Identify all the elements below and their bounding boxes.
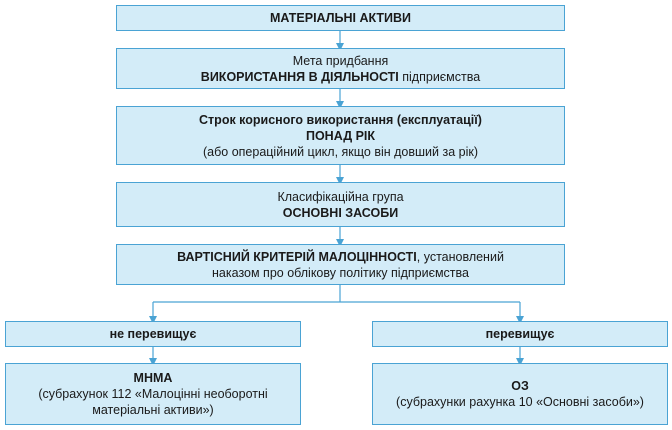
mnma-line3: матеріальні активи») [92,403,214,417]
not-exceeds-label: не перевищує [109,327,197,341]
box-cost-criterion [116,244,565,285]
box-purpose [116,48,565,89]
material-assets-title: МАТЕРІАЛЬНІ АКТИВИ [269,11,412,25]
purpose-label: Мета придбання [292,53,389,68]
purpose-value-rest: підприємства [398,69,481,84]
box-oz [372,363,668,425]
box-not-exceeds [5,321,301,347]
cost-criterion-bold: ВАРТІСНИЙ КРИТЕРІЙ МАЛОЦІННОСТІ [177,249,417,264]
class-group-value: ОСНОВНІ ЗАСОБИ [282,205,399,220]
oz-title: ОЗ [511,379,529,393]
class-group-label: Класифікаційна група [277,189,404,204]
oz-line2: (субрахунки рахунка 10 «Основні засоби») [396,395,644,409]
cost-criterion-rest: , установлений [416,249,504,264]
useful-life-label: Строк корисного використання (експлуатації) [199,112,482,127]
cost-criterion-line2: наказом про облікову політику підприємства [212,265,469,280]
purpose-value-bold: ВИКОРИСТАННЯ В ДІЯЛЬНОСТІ [200,69,399,84]
purpose-value [201,69,480,85]
box-useful-life [116,106,565,165]
useful-life-value: ПОНАД РІК [305,128,376,143]
useful-life-note: (або операційний цикл, якщо він довший за рік) [203,144,478,159]
cost-criterion-line1 [177,249,504,265]
box-material-assets [116,5,565,31]
mnma-line2: (субрахунок 112 «Малоцінні необоротні [38,387,268,401]
exceeds-label: перевищує [485,327,555,341]
box-exceeds [372,321,668,347]
box-class-group [116,182,565,227]
box-mnma [5,363,301,425]
mnma-title: МНМА [133,371,173,385]
